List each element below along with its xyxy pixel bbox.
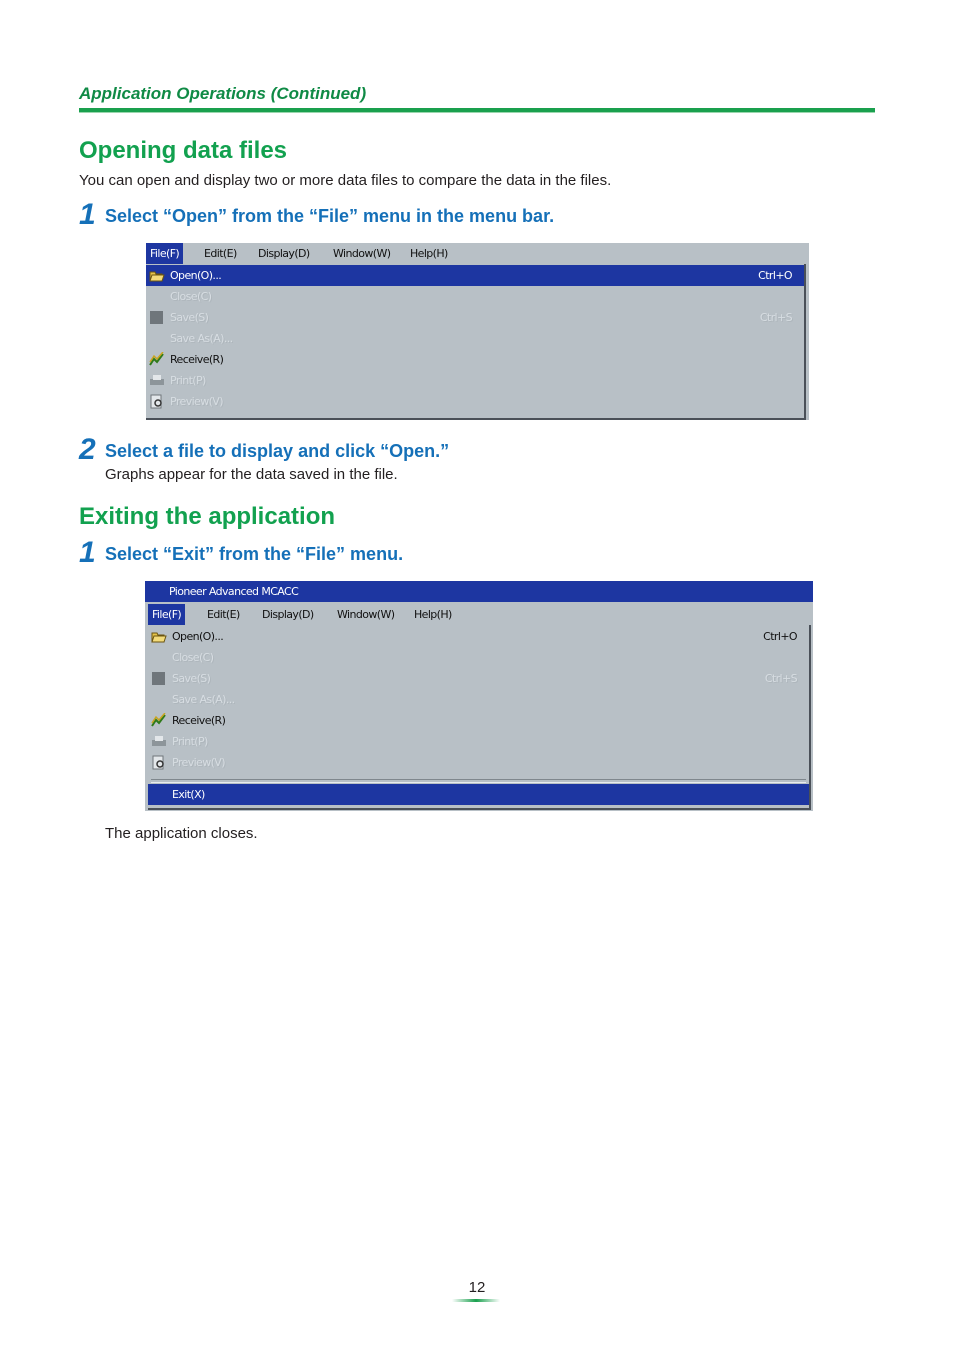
exit-result: The application closes. [105, 825, 258, 842]
menu-bar [145, 604, 813, 625]
step-instruction: Select a file to display and click “Open.” [105, 441, 450, 461]
menu-help[interactable]: Help(H) [410, 247, 448, 260]
menu-display[interactable]: Display(D) [258, 247, 310, 260]
step-instruction: Select “Exit” from the “File” menu. [105, 544, 404, 564]
folder-open-icon [151, 629, 167, 644]
menu-item-open[interactable] [148, 626, 809, 647]
header-rule-light [79, 112, 875, 113]
menu-edit[interactable]: Edit(E) [207, 608, 240, 621]
menu-item-label: Preview(V) [172, 756, 225, 769]
menu-item-preview[interactable] [148, 752, 809, 773]
menu-help[interactable]: Help(H) [414, 608, 452, 621]
menu-item-label: Exit(X) [172, 788, 205, 801]
file-dropdown [146, 264, 806, 420]
menu-item-label: Receive(R) [172, 714, 226, 727]
menu-item-label: Save As(A)... [172, 693, 235, 706]
menu-item-print[interactable] [148, 731, 809, 752]
menu-display[interactable]: Display(D) [262, 608, 314, 621]
menu-item-label: Save(S) [172, 672, 211, 685]
menu-file[interactable]: File(F) [146, 243, 183, 264]
receive-icon [151, 713, 167, 728]
menu-item-exit[interactable] [148, 784, 809, 805]
exit-menu-screenshot [145, 581, 813, 811]
menu-item-label: Open(O)... [170, 269, 222, 282]
menu-item-label: Open(O)... [172, 630, 224, 643]
menu-file[interactable]: File(F) [148, 604, 185, 625]
receive-icon [149, 352, 165, 367]
page-number: 12 [468, 1279, 486, 1296]
menu-item-label: Print(P) [172, 735, 208, 748]
save-icon [149, 310, 165, 325]
save-icon [151, 671, 167, 686]
menu-item-close[interactable] [148, 647, 809, 668]
menu-item-label: Save(S) [170, 311, 209, 324]
menu-separator [151, 779, 806, 783]
menu-window[interactable]: Window(W) [337, 608, 395, 621]
menu-bar [146, 243, 809, 264]
menu-item-label: Print(P) [170, 374, 206, 387]
step-number: 2 [79, 433, 96, 466]
menu-item-receive[interactable] [146, 349, 804, 370]
menu-item-label: Receive(R) [170, 353, 224, 366]
menu-item-save-as[interactable] [148, 689, 809, 710]
opening-heading: Opening data files [79, 137, 288, 164]
window-title-bar: Pioneer Advanced MCACC [145, 581, 813, 602]
menu-window[interactable]: Window(W) [333, 247, 391, 260]
page-number-rule [452, 1299, 500, 1302]
menu-item-preview[interactable] [146, 391, 804, 412]
menu-item-receive[interactable] [148, 710, 809, 731]
file-menu-screenshot [146, 243, 809, 420]
menu-item-save-as[interactable] [146, 328, 804, 349]
menu-item-save[interactable] [146, 307, 804, 328]
menu-item-shortcut: Ctrl+O [758, 269, 792, 282]
preview-icon [151, 755, 167, 770]
menu-item-label: Preview(V) [170, 395, 223, 408]
menu-item-shortcut: Ctrl+S [759, 311, 792, 324]
folder-open-icon [149, 268, 165, 283]
menu-item-label: Save As(A)... [170, 332, 233, 345]
file-dropdown [148, 625, 811, 810]
menu-item-close[interactable] [146, 286, 804, 307]
opening-intro: You can open and display two or more data files to compare the data in the files. [79, 172, 612, 189]
menu-item-save[interactable] [148, 668, 809, 689]
exiting-heading: Exiting the application [79, 503, 336, 530]
menu-item-label: Close(C) [170, 290, 212, 303]
step-number: 1 [79, 536, 96, 569]
menu-item-open[interactable] [146, 265, 804, 286]
section-header: Application Operations (Continued) [79, 84, 367, 103]
print-icon [151, 734, 167, 749]
menu-item-shortcut: Ctrl+O [763, 630, 797, 643]
menu-item-shortcut: Ctrl+S [764, 672, 797, 685]
menu-edit[interactable]: Edit(E) [204, 247, 237, 260]
step-instruction: Select “Open” from the “File” menu in the menu bar. [105, 206, 555, 226]
menu-item-label: Close(C) [172, 651, 214, 664]
step-note: Graphs appear for the data saved in the file. [105, 466, 398, 483]
step-number: 1 [79, 198, 96, 231]
preview-icon [149, 394, 165, 409]
print-icon [149, 373, 165, 388]
menu-item-print[interactable] [146, 370, 804, 391]
